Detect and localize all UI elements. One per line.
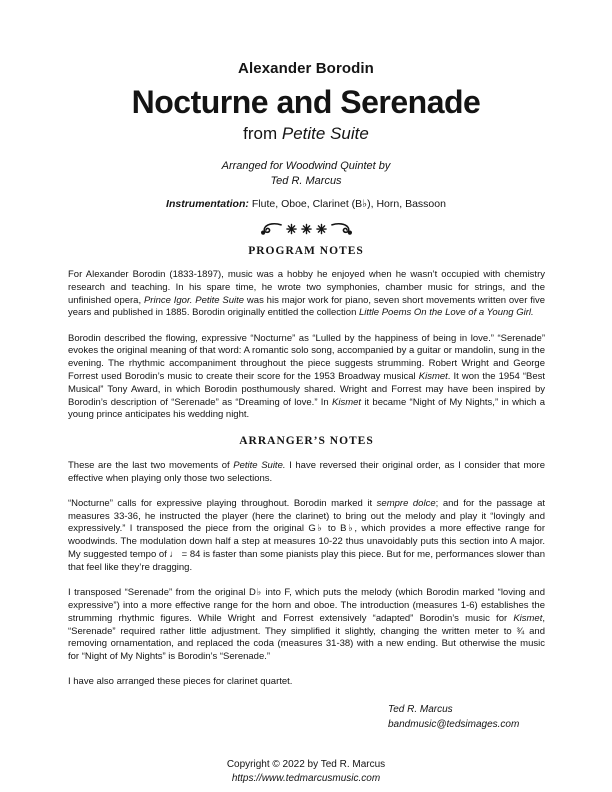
asterisk-star-icon: [316, 223, 327, 235]
piece-title: Nocturne and Serenade: [131, 84, 481, 120]
copyright-line: Copyright © 2022 by Ted R. Marcus: [226, 758, 386, 770]
arrangers-notes-paragraph-2: “Nocturne” calls for expressive playing throughout. Borodin marked it sempre dolce; and for the passage at measures 33-36, he instructed the player (here the clarinet) to bring out the melody and play it “lovingly and expressively.” I transposed the piece from the original G♭ to B♭, which provides a more effective range for woodwinds. The modulation down half a step at measures 10-22 thus unavoidably puts this section into A major. My suggested tempo of ♩ = 84 is faster than some pianists play this piece. But for me, performances slower than that feel like they’re dragging.: [68, 497, 545, 573]
instrumentation-value: Flute, Oboe, Clarinet (B♭), Horn, Bassoon: [251, 198, 446, 210]
piece-subtitle: from Petite Suite: [243, 124, 369, 143]
program-notes-heading: PROGRAM NOTES: [248, 245, 364, 257]
arrangers-notes-paragraph-3: I transposed “Serenade” from the original D♭ into F, which puts the melody (which Borodin marked “loving and expressive”) into a more effective range for the horn and oboe. The introduction (measures 1-6) establishes the strumming rhythmic figures. While Wright and Forrest extensively “adapted” Borodin’s music for Kismet, “Serenade” required rather little adjustment. They simplified it slightly, changing the written meter to ¾ and removing ornamentation, and replaced the coda (measures 31-38) with a new ending. But otherwise the music for “Night of My Nights” is Borodin’s “Serenade.”: [68, 587, 545, 663]
ornament-divider: [0, 221, 612, 236]
program-notes-paragraph-2: Borodin described the flowing, expressive “Nocturne” as “Lulled by the happiness of being in love.” “Serenade” evokes the original meaning of that word: A romantic solo song, accompanied by a guitar or mandolin, sung in the evening. The rhythmic accompaniment throughout the piece suggests strumming. Robert Wright and George Forrest used Borodin’s music to create their score for the 1953 Broadway musical Kismet. It won the 1954 “Best Musical” Tony Award, in which Borodin posthumously shared. Wright and Forrest may have been inspired by Borodin’s description of “Serenade” as “Dreaming of love.” In Kismet it became “Night of My Nights,” in which a young prince anticipates his wedding night.: [68, 332, 546, 421]
scroll-flourish-left-icon: [260, 222, 282, 236]
program-notes-section: [68, 269, 545, 732]
arranger-credit: [0, 159, 612, 189]
composer-name: Alexander Borodin: [238, 60, 374, 77]
footer: [0, 758, 612, 787]
arrangers-notes-heading: ARRANGER’S NOTES: [239, 434, 374, 447]
asterisk-star-icon: [286, 223, 297, 235]
asterisk-star-icon: [301, 223, 312, 235]
arrangers-notes-paragraph-1: These are the last two movements of Petite Suite. I have reversed their original order, as I consider that more effective when playing only those two selections.: [68, 459, 545, 484]
scroll-flourish-right-icon: [331, 222, 353, 236]
signature-name: Ted R. Marcus: [388, 703, 453, 715]
signature-email: bandmusic@tedsimages.com: [388, 718, 520, 730]
arrangers-notes-paragraph-4: I have also arranged these pieces for clarinet quartet.: [68, 676, 293, 688]
arranger-name-line: Ted R. Marcus: [270, 175, 342, 187]
instrumentation-label: Instrumentation:: [166, 198, 249, 210]
website-line: https://www.tedmarcusmusic.com: [231, 773, 381, 785]
program-notes-paragraph-1: For Alexander Borodin (1833-1897), music was a hobby he enjoyed when he wasn’t occupied with chemistry research and teaching. In his spare time, he wrote two symphonies, chamber music for strings, and the unfinished opera, Prince Igor. Petite Suite was his major work for piano, seven short movements written over five years and published in 1885. Borodin originally entitled the collection Little Poems On the Love of a Young Girl.: [68, 269, 546, 319]
signature-block: [388, 702, 545, 732]
instrumentation-line: [0, 198, 612, 210]
arranged-for-line: Arranged for Woodwind Quintet by: [221, 160, 391, 172]
